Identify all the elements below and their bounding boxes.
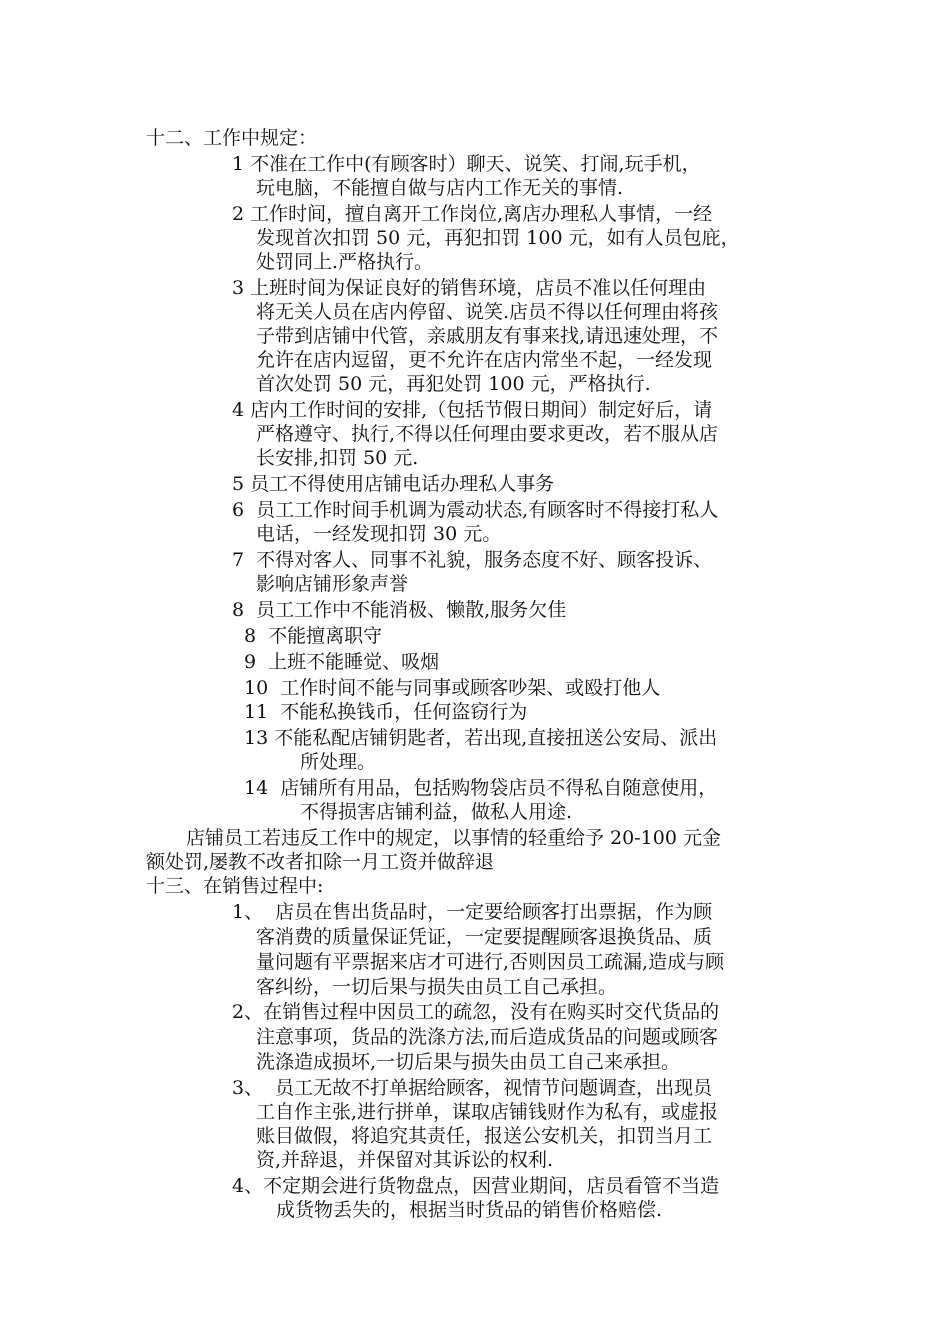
sales-item-2-line-2: 注意事项，货品的洗涤方法,而后造成货品的问题或顾客: [256, 1026, 719, 1048]
rule-number: 3: [232, 277, 251, 299]
section-12-heading: 十二、工作中规定：: [146, 127, 318, 149]
sales-item-1-line-3: 量问题有平票据来店才可进行,否则因员工疏漏,造成与顾: [256, 951, 725, 973]
rule-number: 2: [232, 203, 251, 225]
rule-number: 7: [232, 549, 257, 571]
rule-item-14-line-2: 不得损害店铺利益，做私人用途.: [300, 801, 573, 823]
rule-item-3-line-5: 首次处罚 50 元，再犯处罚 100 元，严格执行.: [256, 373, 651, 395]
rule-item-3-line-1: 3 上班时间为保证良好的销售环境，店员不准以任何理由: [232, 277, 707, 299]
rule-item-8b-line-1: 8 不能擅离职守: [244, 625, 383, 647]
sales-item-2-line-1: 2、在销售过程中因员工的疏忽，没有在购买时交代货品的: [232, 1001, 720, 1023]
sales-item-1-line-4: 客纠纷，一切后果与损失由员工自己承担。: [256, 976, 618, 998]
sales-item-2-line-3: 洗涤造成损坏,一切后果与损失由员工自己来承担。: [256, 1051, 681, 1073]
rule-item-6-line-1: 6 员工工作时间手机调为震动状态,有顾客时不得接打私人: [232, 499, 719, 521]
rule-number: 2、: [232, 1001, 264, 1023]
rule-item-4-line-2: 严格遵守、执行,不得以任何理由要求更改，若不服从店: [256, 423, 719, 445]
rule-item-3-line-3: 子带到店铺中代管，亲戚朋友有事来找,请迅速处理，不: [256, 325, 719, 347]
rule-number: 4: [232, 399, 251, 421]
rule-number: 1、: [232, 901, 276, 923]
rule-item-3-line-4: 允许在店内逗留，更不允许在店内常坐不起，一经发现: [256, 349, 713, 371]
rule-item-2-line-1: 2 工作时间，擅自离开工作岗位,离店办理私人事情，一经: [232, 203, 713, 225]
rule-number: 13: [244, 727, 275, 749]
rule-item-11-line-1: 11 不能私换钱币，任何盗窃行为: [244, 701, 528, 723]
rule-item-4-line-3: 长安排,扣罚 50 元.: [256, 447, 419, 469]
sales-item-4-line-1: 4、不定期会进行货物盘点，因营业期间，店员看管不当造: [232, 1175, 720, 1197]
rule-item-10-line-1: 10 工作时间不能与同事或顾客吵架、或殴打他人: [244, 677, 661, 699]
rule-item-1-line-1: 1 不准在工作中(有顾客时）聊天、说笑、打闹,玩手机，: [232, 153, 701, 175]
rule-number: 8: [232, 599, 257, 621]
penalty-summary-line-1: 店铺员工若违反工作中的规定，以事情的轻重给予 20-100 元金: [186, 827, 721, 849]
rule-item-2-line-2: 发现首次扣罚 50 元，再犯扣罚 100 元，如有人员包庇，: [256, 227, 740, 249]
rule-number: 4、: [232, 1175, 264, 1197]
rule-number: 6: [232, 499, 257, 521]
rule-item-13-line-2: 所处理。: [300, 751, 377, 773]
rule-number: 10: [244, 677, 281, 699]
rule-number: 11: [244, 701, 281, 723]
sales-item-1-line-2: 客消费的质量保证凭证，一定要提醒顾客退换货品、质: [256, 926, 713, 948]
penalty-summary-line-2: 额处罚,屡教不改者扣除一月工资并做辞退: [146, 851, 495, 873]
rule-item-8-line-1: 8 员工工作中不能消极、懒散,服务欠佳: [232, 599, 567, 621]
rule-number: 1: [232, 153, 251, 175]
sales-item-1-line-1: 1、 店员在售出货品时，一定要给顾客打出票据，作为顾: [232, 901, 713, 923]
rule-number: 9: [244, 651, 269, 673]
rule-item-14-line-1: 14 店铺所有用品，包括购物袋店员不得私自随意使用，: [244, 777, 718, 799]
rule-number: 14: [244, 777, 281, 799]
rule-number: 5: [232, 473, 251, 495]
rule-item-9-line-1: 9 上班不能睡觉、吸烟: [244, 651, 440, 673]
rule-item-2-line-3: 处罚同上.严格执行。: [256, 251, 434, 273]
sales-item-3-line-4: 资,并辞退，并保留对其诉讼的权利.: [256, 1149, 554, 1171]
rule-number: 3、: [232, 1077, 276, 1099]
section-13-heading: 十三、在销售过程中:: [146, 875, 324, 897]
sales-item-3-line-3: 账目做假，将追究其责任，报送公安机关，扣罚当月工: [256, 1125, 713, 1147]
rule-item-5-line-1: 5 员工不得使用店铺电话办理私人事务: [232, 473, 555, 495]
sales-item-3-line-2: 工自作主张,进行拼单，谋取店铺钱财作为私有，或虚报: [256, 1101, 719, 1123]
rule-item-3-line-2: 将无关人员在店内停留、说笑.店员不得以任何理由将孩: [256, 301, 719, 323]
rule-number: 8: [244, 625, 269, 647]
rule-item-4-line-1: 4 店内工作时间的安排,（包括节假日期间）制定好后，请: [232, 399, 713, 421]
sales-item-4-line-2: 成货物丢失的，根据当时货品的销售价格赔偿.: [276, 1199, 663, 1221]
rule-item-7-line-1: 7 不得对客人、同事不礼貌，服务态度不好、顾客投诉、: [232, 549, 713, 571]
sales-item-3-line-1: 3、 员工无故不打单据给顾客，视情节问题调查，出现员: [232, 1077, 713, 1099]
rule-item-1-line-2: 玩电脑，不能擅自做与店内工作无关的事情.: [256, 177, 624, 199]
rule-item-6-line-2: 电话，一经发现扣罚 30 元。: [256, 523, 502, 545]
rule-item-7-line-2: 影响店铺形象声誉: [256, 573, 409, 595]
rule-item-13-line-1: 13 不能私配店铺钥匙者，若出现,直接扭送公安局、派出: [244, 727, 718, 749]
